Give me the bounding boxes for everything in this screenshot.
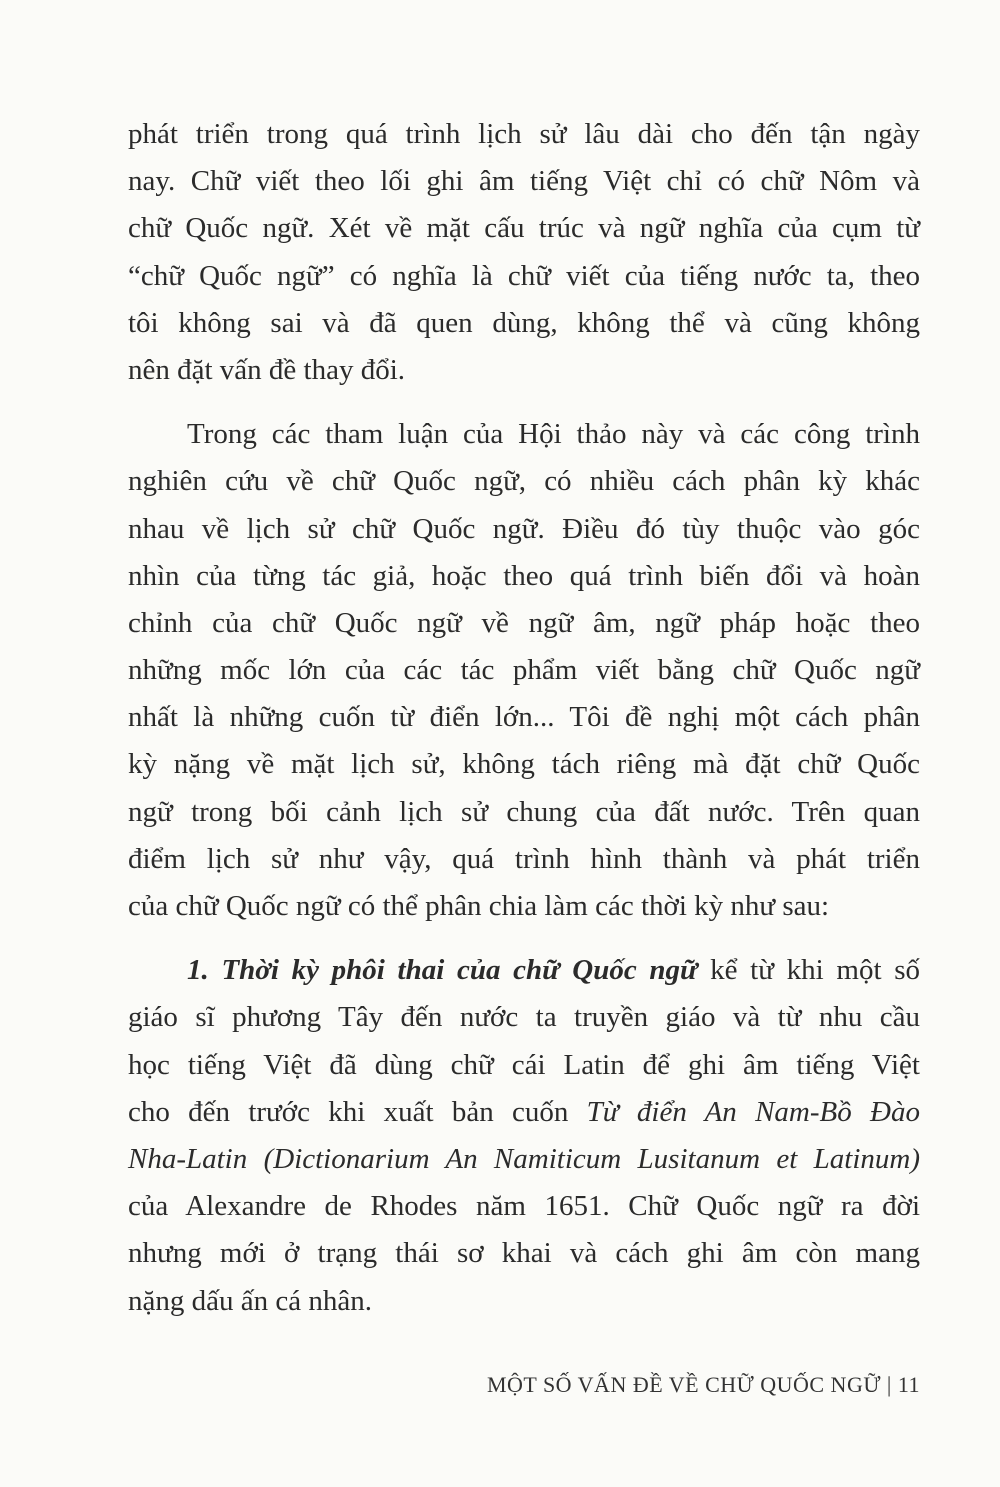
text-segment: cho đến trước khi xuất bản cuốn [128, 1095, 587, 1128]
text-line [128, 111, 920, 158]
text-segment: điểm lịch sử như vậy, quá trình hình thành và phát triển [128, 842, 920, 875]
text-segment: của chữ Quốc ngữ có thể phân chia làm các thời kỳ như sau: [128, 890, 830, 922]
text-line [128, 253, 920, 300]
text-line [128, 647, 920, 694]
text-line [128, 1136, 920, 1183]
text-segment: phát triển trong quá trình lịch sử lâu dài cho đến tận ngày [128, 118, 920, 150]
text-segment: những mốc lớn của các tác phẩm viết bằng chữ Quốc ngữ [128, 654, 920, 687]
paragraph [128, 947, 920, 1325]
text-segment: của Alexandre de Rhodes năm 1651. Chữ Quốc ngữ ra đời [128, 1190, 920, 1223]
text-segment: nhưng mới ở trạng thái sơ khai và cách ghi âm còn mang [128, 1237, 920, 1270]
text-line [128, 1042, 920, 1089]
text-segment: giáo sĩ phương Tây đến nước ta truyền giáo và từ nhu cầu [128, 1001, 920, 1034]
text-segment: nghiên cứu về chữ Quốc ngữ, có nhiều cách phân kỳ khác [128, 465, 920, 498]
text-segment: kể từ khi một số [697, 954, 920, 987]
text-line [128, 694, 920, 741]
text-segment: tôi không sai và đã quen dùng, không thể và cũng không [128, 306, 920, 339]
text-line [128, 506, 920, 553]
text-line [128, 300, 920, 347]
text-line [128, 347, 920, 394]
text-segment: nên đặt vấn đề thay đổi. [128, 353, 406, 386]
text-line [128, 1183, 920, 1230]
emphasized-text: Từ điển An Nam-Bồ Đào [586, 1095, 920, 1128]
text-segment: ngữ trong bối cảnh lịch sử chung của đất nước. Trên quan [128, 795, 920, 828]
text-segment: nhau về lịch sử chữ Quốc ngữ. Điều đó tùy thuộc vào góc [128, 512, 920, 545]
text-segment: nay. Chữ viết theo lối ghi âm tiếng Việt chỉ có chữ Nôm và [128, 165, 920, 198]
text-segment: chỉnh của chữ Quốc ngữ về ngữ âm, ngữ pháp hoặc theo [128, 606, 920, 639]
paragraph [128, 411, 920, 930]
text-line [128, 205, 920, 252]
text-line [128, 994, 920, 1041]
text-line [128, 836, 920, 883]
footer-separator: | [886, 1372, 892, 1397]
text-segment: nhìn của từng tác giả, hoặc theo quá trình biến đổi và hoàn [128, 559, 920, 592]
text-segment: kỳ nặng về mặt lịch sử, không tách riêng mà đặt chữ Quốc [128, 748, 920, 781]
text-segment: nhất là những cuốn từ điển lớn... Tôi đề nghị một cách phân [128, 701, 920, 734]
emphasized-text: Nha-Latin (Dictionarium An Namiticum Lusitanum et Latinum) [128, 1142, 920, 1175]
text-line [128, 553, 920, 600]
text-line [128, 741, 920, 788]
running-title: MỘT SỐ VẤN ĐỀ VỀ CHỮ QUỐC NGỮ [486, 1372, 881, 1397]
text-line [128, 947, 920, 994]
text-line [128, 883, 920, 930]
text-line [128, 458, 920, 505]
emphasized-text: 1. Thời kỳ phôi thai của chữ Quốc ngữ [187, 954, 698, 987]
text-line [128, 1278, 920, 1325]
page-footer [487, 1372, 920, 1398]
text-segment: “chữ Quốc ngữ” có nghĩa là chữ viết của tiếng nước ta, theo [128, 259, 920, 292]
text-line [128, 789, 920, 836]
text-segment: chữ Quốc ngữ. Xét về mặt cấu trúc và ngữ nghĩa của cụm từ [128, 212, 920, 245]
paragraph [128, 111, 920, 394]
text-line [128, 158, 920, 205]
text-line [128, 1089, 920, 1136]
text-line [128, 411, 920, 458]
text-segment: nặng dấu ấn cá nhân. [128, 1284, 372, 1317]
body-text [128, 111, 920, 1342]
page-number: 11 [897, 1372, 920, 1397]
text-line [128, 600, 920, 647]
text-segment: học tiếng Việt đã dùng chữ cái Latin để ghi âm tiếng Việt [128, 1048, 920, 1081]
text-segment: Trong các tham luận của Hội thảo này và các công trình [187, 418, 920, 451]
text-line [128, 1230, 920, 1277]
